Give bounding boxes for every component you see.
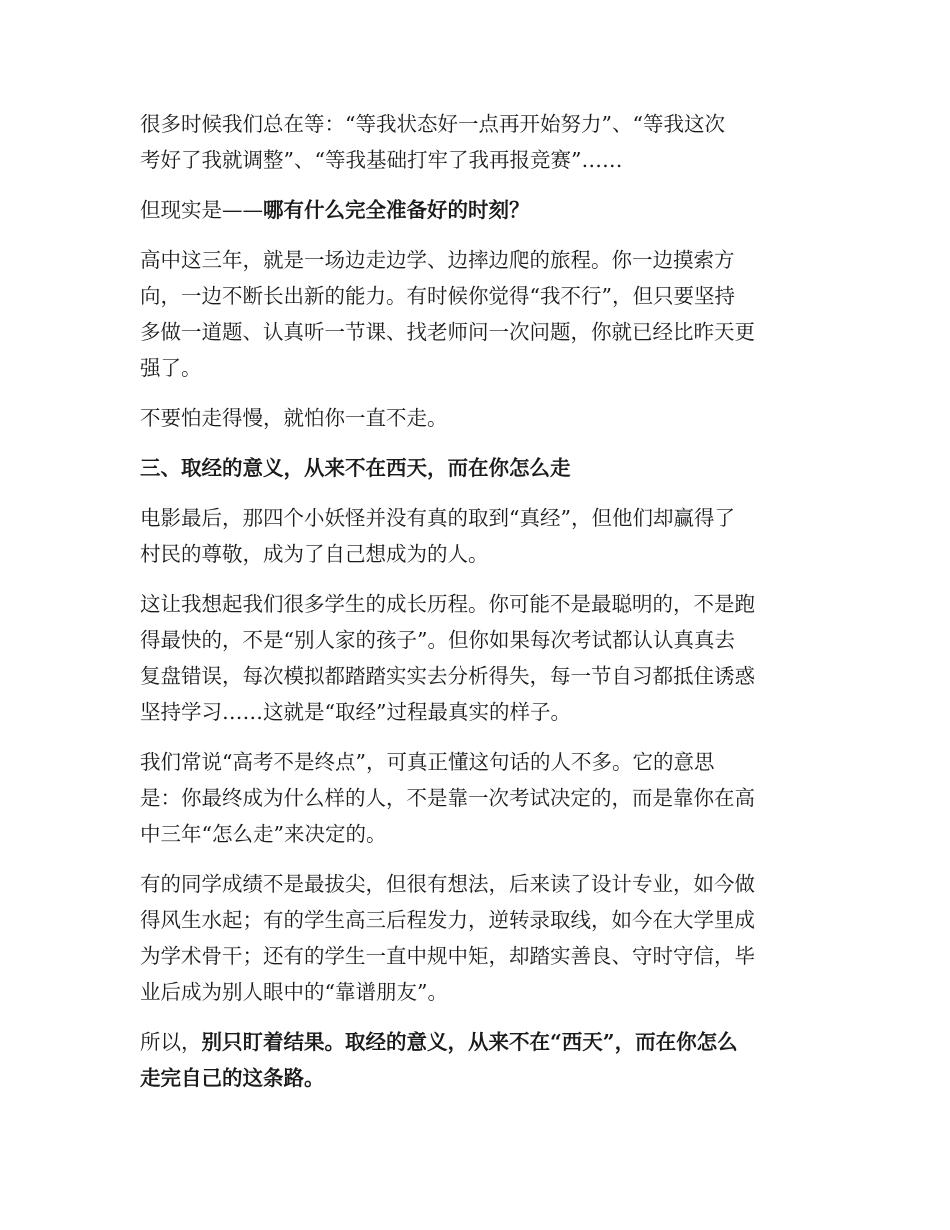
document-page: [140, 106, 796, 1110]
text-line: 向，一边不断长出新的能力。有时候你觉得“我不行”，但只要坚持: [140, 284, 735, 308]
paragraph-reality: [140, 192, 796, 228]
text-line: 多做一道题、认真听一节课、找老师问一次问题，你就已经比昨天更: [140, 320, 755, 344]
paragraph-student-examples: [140, 866, 796, 1010]
text-line: 有的同学成绩不是最拔尖，但很有想法，后来读了设计专业，如今做: [140, 872, 755, 896]
text-line: 电影最后，那四个小妖怪并没有真的取到“真经”，但他们却赢得了: [140, 506, 735, 530]
text-line: 为学术骨干；还有的学生一直中规中矩，却踏实善良、守时守信，毕: [140, 944, 755, 968]
text-line: 坚持学习……这就是“取经”过程最真实的样子。: [140, 700, 571, 724]
reality-emphasis: 哪有什么完全准备好的时刻？: [263, 198, 530, 222]
text-line: [140, 1024, 796, 1060]
text-line: 我们常说“高考不是终点”，可真正懂这句话的人不多。它的意思: [140, 750, 715, 774]
text-line: 复盘错误，每次模拟都踏踏实实去分析得失，每一节自习都抵住诱惑: [140, 664, 755, 688]
reality-prefix: 但现实是——: [140, 198, 263, 222]
text-line: 中三年“怎么走”来决定的。: [140, 822, 387, 846]
heading-text: 三、取经的意义，从来不在西天，而在你怎么走: [140, 456, 571, 480]
text-line: 村民的尊敬，成为了自己想成为的人。: [140, 542, 489, 566]
text-line: 高中这三年，就是一场边走边学、边摔边爬的旅程。你一边摸索方: [140, 248, 735, 272]
paragraph-gaokao-not-end: [140, 744, 796, 852]
text-line: 很多时候我们总在等：“等我状态好一点再开始努力”、“等我这次: [140, 112, 725, 136]
section-heading-3: [140, 450, 796, 486]
conclusion-emphasis: 别只盯着结果。取经的意义，从来不在“西天”，而在你怎么: [201, 1030, 738, 1054]
text-line: 强了。: [140, 356, 202, 380]
text-line: 业后成为别人眼中的“靠谱朋友”。: [140, 980, 448, 1004]
paragraph-high-school-journey: [140, 242, 796, 386]
paragraph-dont-fear-slow: [140, 400, 796, 436]
text-line: 这让我想起我们很多学生的成长历程。你可能不是最聪明的，不是跑: [140, 592, 755, 616]
text-line: 得风生水起；有的学生高三后程发力，逆转录取线，如今在大学里成: [140, 908, 755, 932]
text-line: 是：你最终成为什么样的人，不是靠一次考试决定的，而是靠你在高: [140, 786, 755, 810]
paragraph-conclusion: [140, 1024, 796, 1096]
conclusion-prefix: 所以，: [140, 1030, 202, 1054]
text-line: 考好了我就调整”、“等我基础打牢了我再报竞赛”……: [140, 148, 623, 172]
paragraph-movie-ending: [140, 500, 796, 572]
paragraph-student-growth: [140, 586, 796, 730]
text-line: 得最快的，不是“别人家的孩子”。但你如果每次考试都认认真真去: [140, 628, 735, 652]
text-line: 不要怕走得慢，就怕你一直不走。: [140, 406, 448, 430]
paragraph-waiting: [140, 106, 796, 178]
conclusion-emphasis-line-2: 走完自己的这条路。: [140, 1066, 325, 1090]
